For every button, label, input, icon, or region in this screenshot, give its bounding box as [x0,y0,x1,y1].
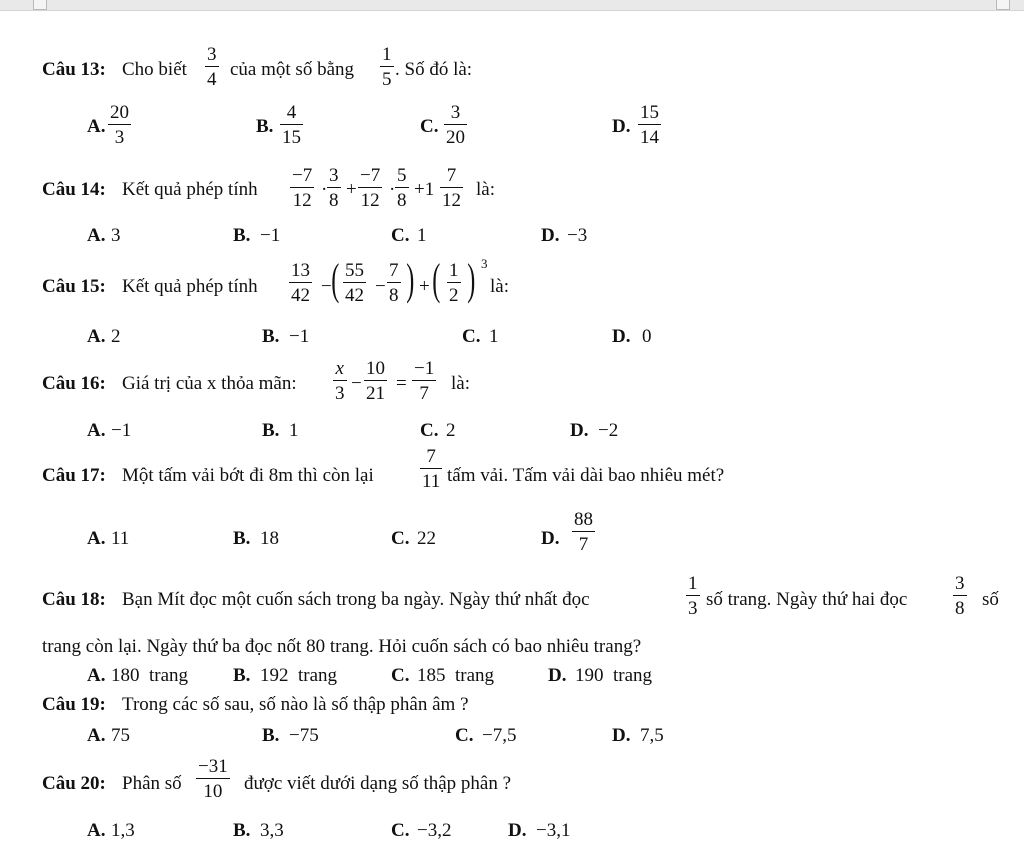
answer-a-label[interactable]: A. [87,665,106,686]
question-label: Câu 16: [42,373,106,394]
answer-c-label[interactable]: C. [420,420,439,441]
fraction: −31 10 [198,756,228,803]
answer-b-value[interactable]: 192 trang [260,665,338,686]
answer-c-value[interactable]: 1 [417,225,427,246]
left-parenthesis: ( [432,255,441,304]
fraction: 3 8 [329,165,339,212]
answer-a-label[interactable]: A. [87,725,106,746]
answer-c-label[interactable]: C. [391,820,410,841]
operator: − [321,276,332,297]
answer-a-label[interactable]: A. [87,225,106,246]
answer-d-label[interactable]: D. [612,725,631,746]
answer-c-label[interactable]: C. [391,225,410,246]
answer-a-value[interactable]: 11 [111,528,130,549]
right-parenthesis: ) [467,255,476,304]
fraction: 1 2 [449,260,459,307]
answer-d-fraction[interactable]: 15 14 [640,102,659,149]
question-text: là: [490,276,509,297]
answer-a-value[interactable]: 1,3 [111,820,135,841]
operator: +1 [414,179,435,200]
fraction: −1 7 [414,358,435,405]
exponent: 3 [481,256,488,271]
answer-d-value[interactable]: 190 trang [575,665,653,686]
answer-b-label[interactable]: B. [262,326,280,347]
answer-a-label[interactable]: A. [87,116,106,137]
question-text: là: [451,373,470,394]
operator: + [346,179,357,200]
answer-c-value[interactable]: −3,2 [417,820,452,841]
answer-b-label[interactable]: B. [262,725,280,746]
left-parenthesis: ( [331,255,340,304]
question-text: Trong các số sau, số nào là số thập phân âm ? [122,694,469,715]
ruler-marker-right [996,0,1010,10]
answer-c-value[interactable]: 22 [417,528,436,549]
fraction: 3 8 [955,573,965,620]
fraction: 7 8 [389,260,399,307]
question-text: được viết dưới dạng số thập phân ? [244,773,512,794]
answer-b-value[interactable]: 18 [260,528,279,549]
answer-b-value[interactable]: −1 [289,326,310,347]
answer-a-label[interactable]: A. [87,528,106,549]
question-label: Câu 14: [42,179,106,200]
question-text: . Số đó là: [395,59,473,80]
fraction: 7 11 [422,446,441,493]
answer-d-label[interactable]: D. [548,665,567,686]
answer-b-label[interactable]: B. [233,225,251,246]
fraction: x 3 [335,358,345,405]
answer-b-value[interactable]: 3,3 [260,820,284,841]
ruler-marker-left [33,0,47,10]
operator: · [321,179,328,200]
operator: + [419,276,430,297]
ruler-bar [0,0,1024,11]
question-label: Câu 20: [42,773,106,794]
question-text: là: [476,179,495,200]
answer-a-value[interactable]: 3 [111,225,121,246]
answer-d-label[interactable]: D. [612,326,631,347]
answer-a-fraction[interactable]: 20 3 [110,102,129,149]
question-text: số trang. Ngày thứ hai đọc [706,589,908,610]
answer-c-label[interactable]: C. [462,326,481,347]
answer-b-value[interactable]: −1 [260,225,281,246]
answer-c-value[interactable]: −7,5 [482,725,517,746]
fraction: 1 5 [382,44,392,91]
fraction: 7 12 [442,165,461,212]
answer-d-value[interactable]: 0 [642,326,652,347]
answer-d-label[interactable]: D. [570,420,589,441]
operator: − [375,276,386,297]
question-label: Câu 13: [42,59,106,80]
answer-b-label[interactable]: B. [233,820,251,841]
answer-d-fraction[interactable]: 88 7 [574,509,593,556]
answer-c-label[interactable]: C. [391,665,410,686]
answer-a-value[interactable]: −1 [111,420,132,441]
answer-b-label[interactable]: B. [233,528,251,549]
answer-b-value[interactable]: 1 [289,420,299,441]
answer-d-label[interactable]: D. [612,116,631,137]
answer-c-value[interactable]: 2 [446,420,456,441]
answer-d-label[interactable]: D. [541,528,560,549]
answer-a-label[interactable]: A. [87,420,106,441]
question-text: Kết quả phép tính [122,179,258,200]
answer-c-fraction[interactable]: 3 20 [446,102,465,149]
question-label: Câu 18: [42,589,106,610]
answer-c-label[interactable]: C. [420,116,439,137]
answer-d-value[interactable]: −2 [598,420,619,441]
fraction: 10 21 [366,358,385,405]
question-label: Câu 19: [42,694,106,715]
fraction: 55 42 [345,260,364,307]
answer-d-value[interactable]: −3,1 [536,820,571,841]
answer-b-label[interactable]: B. [233,665,251,686]
answer-d-label[interactable]: D. [508,820,527,841]
question-text: Giá trị của x thỏa mãn: [122,373,297,394]
question-text: số [982,589,999,610]
question-label: Câu 15: [42,276,106,297]
question-text: tấm vải. Tấm vải dài bao nhiêu mét? [447,465,725,486]
question-text-line2: trang còn lại. Ngày thứ ba đọc nốt 80 trang. Hỏi cuốn sách có bao nhiêu trang? [42,636,642,657]
answer-d-label[interactable]: D. [541,225,560,246]
operator: = [396,373,407,394]
right-parenthesis: ) [406,255,415,304]
fraction: 13 42 [291,260,310,307]
question-text: Một tấm vải bớt đi 8m thì còn lại [122,465,374,486]
question-text: của một số bằng [230,59,355,80]
answer-d-value[interactable]: −3 [567,225,588,246]
answer-b-fraction[interactable]: 4 15 [282,102,301,149]
fraction: −7 12 [360,165,381,212]
answer-c-label[interactable]: C. [391,528,410,549]
operator: − [351,373,362,394]
answer-b-label[interactable]: B. [262,420,280,441]
question-text: Bạn Mít đọc một cuốn sách trong ba ngày. Ngày thứ nhất đọc [122,589,590,610]
answer-c-label[interactable]: C. [455,725,474,746]
answer-b-value[interactable]: −75 [289,725,319,746]
answer-c-value[interactable]: 1 [489,326,499,347]
answer-a-value[interactable]: 2 [111,326,121,347]
question-text: Cho biết [122,59,187,80]
fraction: 5 8 [397,165,407,212]
answer-a-label[interactable]: A. [87,326,106,347]
fraction: −7 12 [292,165,313,212]
answer-a-label[interactable]: A. [87,820,106,841]
answer-b-label[interactable]: B. [256,116,274,137]
fraction: 1 3 [688,573,698,620]
operator: · [389,179,396,200]
answer-d-value[interactable]: 7,5 [640,725,664,746]
fraction: 3 4 [207,44,217,91]
question-label: Câu 17: [42,465,106,486]
question-text: Phân số [122,773,182,794]
question-text: Kết quả phép tính [122,276,258,297]
answer-c-value[interactable]: 185 trang [417,665,495,686]
answer-a-value[interactable]: 75 [111,725,130,746]
answer-a-value[interactable]: 180 trang [111,665,189,686]
